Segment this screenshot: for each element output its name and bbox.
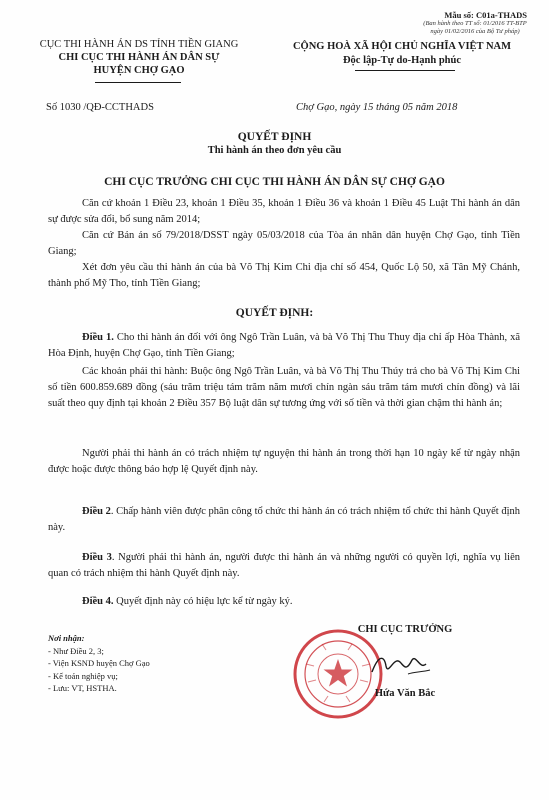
article-1-payment	[48, 364, 520, 413]
article-text: Quyết định này có hiệu lực kể từ ngày ký.	[116, 596, 293, 607]
handwritten-signature-icon	[368, 648, 432, 682]
agency-line: CỤC THI HÀNH ÁN DS TỈNH TIỀN GIANG	[39, 39, 239, 50]
article-1	[48, 330, 520, 362]
article-label: Điều 4.	[82, 596, 114, 607]
document-title: QUYẾT ĐỊNH	[237, 131, 312, 143]
article-label: Điều 1.	[82, 332, 114, 343]
recipient-item: - Kế toán nghiệp vụ;	[48, 670, 118, 681]
article-text: Cho thi hành án đối với ông Ngô Trần Luân, và bà Võ Thị Thu Thuy địa chỉ ấp Hòa Thành, xã Hòa Định, huyện Chợ Gạo, tỉnh Tiền Giang;	[48, 332, 521, 360]
basis-text: Căn cứ Bản án số 79/2018/DSST ngày 05/03/2018 của Tòa án nhân dân huyện Chợ Gạo, tỉnh Tiền Giang;	[48, 230, 520, 258]
recipient-item: - Viện KSND huyện Chợ Gạo	[48, 658, 150, 668]
form-note-line: ngày 01/02/2016 của Bộ Tư pháp)	[430, 28, 520, 35]
article-text: Các khoản phải thi hành: Buộc ông Ngô Trần Luân, và bà Võ Thị Thu Thúy trả cho bà Võ Thị Kim Chi số tiền 600.859.689 đồng (sáu trăm triệu tám trăm năm mươi chín ngàn sáu trăm tám mươi chín đồng) và lãi suất theo quy định tại khoản 2 Điều 357 Bộ luật dân sự tương ứng với số tiền và thời gian chậm thi hành án;	[48, 366, 520, 410]
basis-text: Căn cứ khoản 1 Điều 23, khoản 1 Điều 35, khoản 1 Điều 36 và khoản 1 Điều 45 Luật Thi hành án dân sự được sửa đổi, bổ sung năm 2014;	[48, 198, 520, 226]
agency-header	[10, 38, 268, 77]
form-code: Mẫu số: C01a-THADS	[444, 10, 527, 20]
motto-line: Độc lập-Tự do-Hạnh phúc	[342, 55, 462, 66]
recipients-title: Nơi nhận:	[48, 633, 85, 643]
decision-heading: QUYẾT ĐỊNH:	[235, 307, 314, 319]
article-label: Điều 2	[82, 506, 111, 517]
recipients-block	[48, 632, 248, 695]
article-text: . Chấp hành viên được phân công tổ chức thi hành án có trách nhiệm tổ chức thi hành Quyết định này.	[48, 506, 521, 534]
article-4	[48, 594, 520, 610]
nation-line: CỘNG HOÀ XÃ HỘI CHỦ NGHĨA VIỆT NAM	[292, 41, 512, 52]
basis-paragraph	[48, 260, 520, 292]
document-subtitle: Thi hành án theo đơn yêu cầu	[207, 145, 342, 156]
form-note-line: (Ban hành theo TT số: 01/2016 TT-BTP	[423, 20, 527, 27]
basis-text: Xét đơn yêu cầu thi hành án của bà Võ Thị Kim Chi địa chỉ số 454, Quốc Lộ 50, xã Tân Mỹ Chánh, thành phố Mỹ Tho, tỉnh Tiền Giang;	[48, 262, 520, 290]
basis-paragraph	[48, 228, 520, 260]
document-number: Số 1030 /QĐ-CCTHADS	[46, 102, 154, 113]
recipient-item: - Lưu: VT, HSTHA.	[48, 683, 117, 693]
issuer-heading: CHI CỤC TRƯỞNG CHI CỤC THI HÀNH ÁN DÂN SỰ CHỢ GẠO	[104, 176, 445, 188]
article-3	[48, 550, 520, 582]
motto-divider	[355, 70, 455, 71]
article-label: Điều 3	[82, 552, 112, 563]
article-text: Người phải thi hành án có trách nhiệm tự nguyện thi hành án trong thời hạn 10 ngày kể từ ngày nhận được hoặc được thông báo hợp lệ Quyết định này.	[48, 448, 520, 476]
article-text: . Người phải thi hành án, người được thi hành án và những người có quyền lợi, nghĩa vụ liên quan có trách nhiệm thi hành Quyết định này.	[48, 552, 520, 580]
recipient-item: - Như Điều 2, 3;	[48, 645, 104, 656]
national-header	[262, 40, 542, 68]
article-1-deadline	[48, 446, 520, 478]
place-date: Chợ Gạo, ngày 15 tháng 05 năm 2018	[296, 102, 458, 113]
agency-line: CHI CỤC THI HÀNH ÁN DÂN SỰ	[58, 52, 220, 63]
article-2	[48, 504, 520, 536]
basis-paragraph	[48, 196, 520, 228]
signer-title: CHI CỤC TRƯỞNG	[357, 624, 453, 635]
form-note	[415, 20, 535, 36]
agency-divider	[95, 82, 181, 83]
signer-name: Hứa Văn Bắc	[374, 688, 436, 699]
agency-line: HUYỆN CHỢ GẠO	[93, 65, 185, 76]
